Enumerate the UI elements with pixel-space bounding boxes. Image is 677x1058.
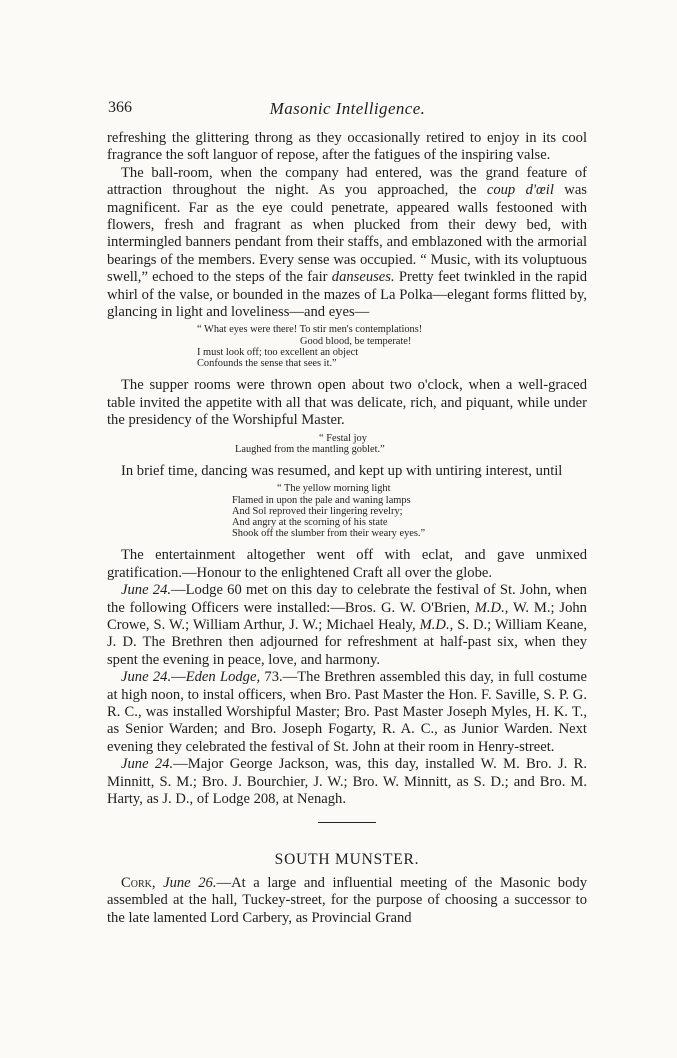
text-run: —At a large and influential meeting of the Masonic body assembled at the hall, Tuckey-street, for the purpose of choosing a successor to the late lamented Lord Carbery, as Provincial Grand [107, 874, 587, 926]
text-run: was magnificent. Far as the eye could penetrate, appeared walls festooned with flowers, fresh and fragrant as when plucked from their dewy bed, with intermingled banners pendant from their staffs, and emblazoned with the armorial bearings of the members. Every sense was occupied. “ Music, with its voluptuous swell,” echoed to the steps of the fair [107, 182, 587, 286]
italic-phrase: coup d'œil [486, 182, 554, 199]
text-run: , S. D.; William Keane, J. D. The Brethren then adjourned for refreshment at half-past six, when they spent the evening in peace, love, and harmony. [107, 616, 588, 668]
paragraph-cork [107, 875, 587, 927]
paragraph-supper: The supper rooms were thrown open about two o'clock, when a well-graced table invited the appetite with all that was delicate, rich, and piquant, while under the presidency of the Worshipful Master. [107, 377, 587, 429]
verse-line: Good blood, be temperate! [300, 335, 412, 347]
verse-line: And angry at the scorning of his state [232, 516, 388, 528]
paragraph-ballroom [107, 165, 587, 322]
page-body [107, 130, 587, 927]
paragraph-lodge-208 [107, 756, 587, 808]
verse-line: I must look off; too excellent an object [197, 346, 359, 358]
running-title: Masonic Intelligence. [269, 99, 426, 118]
text-run: —Lodge 60 met on this day to celebrate the festival of St. John, when the following Officers were installed:—Bros. G. W. O'Brien, [107, 582, 587, 616]
verse-line: Confounds the sense that sees it.” [197, 358, 337, 370]
place-name: Cork, [121, 874, 156, 891]
italic-phrase: M.D. [419, 616, 450, 633]
section-heading: SOUTH MUNSTER. [274, 851, 420, 869]
paragraph-entertainment: The entertainment altogether went off with eclat, and gave unmixed gratification.—Honour to the enlightened Craft all over the globe. [107, 547, 587, 581]
verse-line: “ Festal joy [319, 432, 367, 444]
page-header [108, 99, 587, 119]
text-run: — [171, 669, 186, 686]
paragraph-valse: refreshing the glittering throng as they occasionally retired to enjoy in its cool fragrance the soft languor of repose, after the fatigues of the inspiring valse. [107, 130, 587, 164]
verse-quote-festal [107, 433, 587, 455]
verse-quote-morning [107, 483, 587, 539]
section-divider [318, 822, 376, 823]
text-run: The ball-room, when the company had entered, was the grand feature of attraction throughout the night. As you approached, the [107, 164, 587, 199]
paragraph-eden-lodge [107, 669, 587, 756]
verse-line: Laughed from the mantling goblet.” [235, 443, 385, 455]
page-number: 366 [108, 99, 132, 116]
text-run: , W. M.; John Crowe, S. W.; William Arthur, J. W.; Michael Healy, [107, 599, 587, 633]
entry-date: June 24. [121, 669, 172, 686]
italic-phrase: Eden Lodge, [185, 669, 261, 686]
paragraph-lodge-60 [107, 582, 587, 669]
italic-phrase: M.D. [474, 599, 505, 616]
verse-line: Shook off the slumber from their weary eyes.” [232, 528, 426, 540]
verse-quote-eyes [107, 324, 587, 369]
verse-line: “ What eyes were there! To stir men's contemplations! [197, 324, 423, 336]
entry-date: June 24. [121, 756, 174, 773]
italic-phrase: danseuses. [331, 269, 395, 286]
text-run: 73.—The Brethren assembled this day, in full costume at high noon, to instal officers, when Bro. Past Master the Hon. F. Saville, S. P. G. R. C., was installed Worshipful Master; Bro. Past Master Joseph Myles, H. K. T., as Senior Warden; and Bro. Joseph Fogarty, R. A. C., as Junior Warden. Next evening they celebrated the festival of St. John at their room in Henry-street. [107, 669, 587, 755]
entry-date: June 26. [163, 874, 217, 891]
entry-date: June 24. [121, 582, 172, 599]
text-run: —Major George Jackson, was, this day, installed W. M. Bro. J. R. Minnitt, S. M.; Bro. J. Bourchier, J. W.; Bro. W. Minnitt, as S. D.; and Bro. M. Harty, as J. D., of Lodge 208, at Nenagh. [107, 756, 587, 808]
verse-line: “ The yellow morning light [277, 483, 391, 495]
verse-line: Flamed in upon the pale and waning lamps [232, 494, 411, 506]
verse-line: And Sol reproved their lingering revelry; [232, 505, 403, 517]
text-run: Pretty feet twinkled in the rapid whirl of the valse, or bounded in the mazes of La Polka—elegant forms flitted by, glancing in light and loveliness—and eyes— [107, 269, 588, 321]
paragraph-dancing: In brief time, dancing was resumed, and kept up with untiring interest, until [121, 462, 563, 479]
